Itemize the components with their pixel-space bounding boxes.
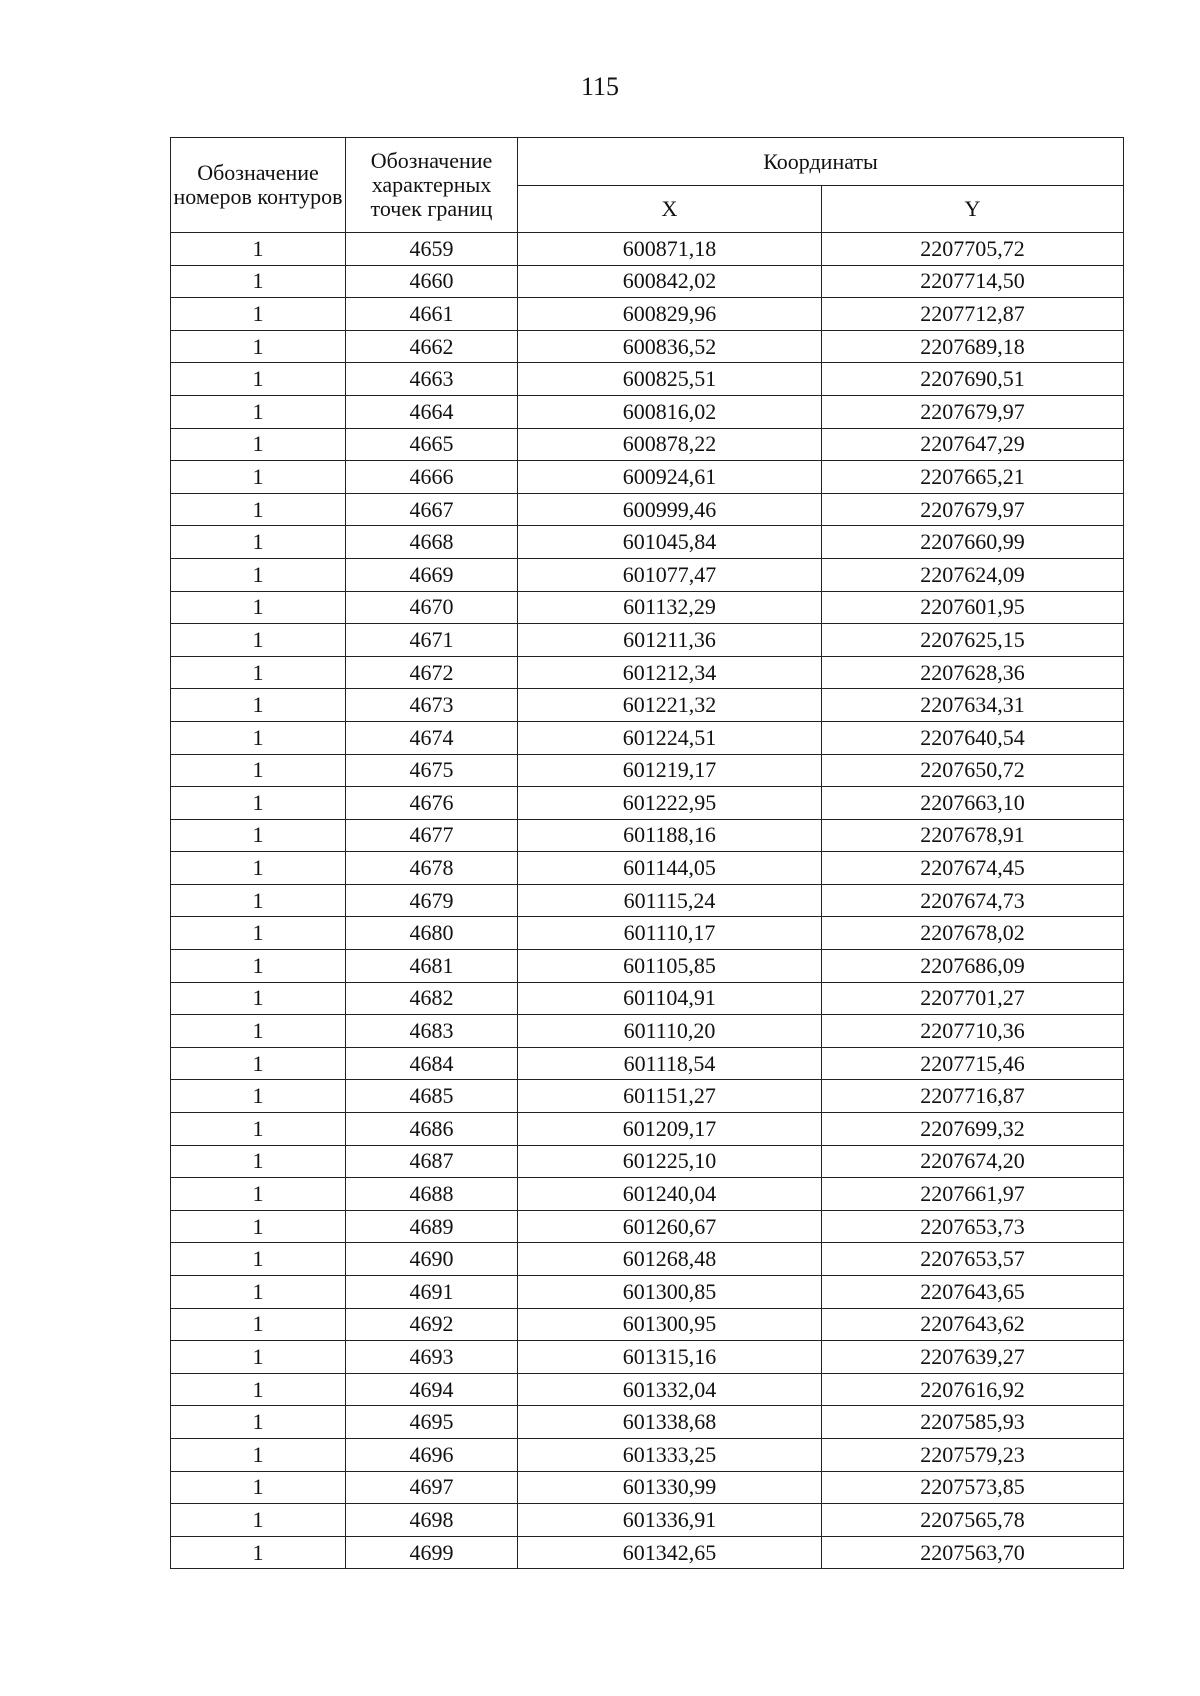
x-coordinate-cell: 601225,10 [518, 1145, 822, 1178]
contour-number-cell: 1 [171, 1406, 346, 1439]
contour-number-cell: 1 [171, 819, 346, 852]
x-coordinate-cell: 601118,54 [518, 1047, 822, 1080]
point-number-cell: 4676 [346, 787, 518, 820]
x-coordinate-cell: 601219,17 [518, 754, 822, 787]
point-number-cell: 4669 [346, 558, 518, 591]
x-coordinate-cell: 601332,04 [518, 1373, 822, 1406]
contour-number-cell: 1 [171, 461, 346, 494]
header-contour: Обозначение номеров контуров [171, 138, 346, 233]
point-number-cell: 4668 [346, 526, 518, 559]
x-coordinate-cell: 601336,91 [518, 1504, 822, 1537]
table-row [171, 721, 1124, 754]
x-coordinate-cell: 601115,24 [518, 884, 822, 917]
x-coordinate-cell: 601188,16 [518, 819, 822, 852]
table-row [171, 884, 1124, 917]
x-coordinate-cell: 601209,17 [518, 1113, 822, 1146]
point-number-cell: 4689 [346, 1210, 518, 1243]
table-row [171, 461, 1124, 494]
point-number-cell: 4693 [346, 1341, 518, 1374]
table-row [171, 754, 1124, 787]
y-coordinate-cell: 2207678,91 [822, 819, 1124, 852]
x-coordinate-cell: 601330,99 [518, 1471, 822, 1504]
x-coordinate-cell: 600842,02 [518, 265, 822, 298]
contour-number-cell: 1 [171, 330, 346, 363]
x-coordinate-cell: 601077,47 [518, 558, 822, 591]
x-coordinate-cell: 601222,95 [518, 787, 822, 820]
table-row [171, 1210, 1124, 1243]
contour-number-cell: 1 [171, 395, 346, 428]
table-row [171, 1308, 1124, 1341]
x-coordinate-cell: 601105,85 [518, 950, 822, 983]
x-coordinate-cell: 601342,65 [518, 1536, 822, 1569]
x-coordinate-cell: 601300,95 [518, 1308, 822, 1341]
header-point: Обозначение характерных точек границ [346, 138, 518, 233]
point-number-cell: 4690 [346, 1243, 518, 1276]
x-coordinate-cell: 601110,17 [518, 917, 822, 950]
contour-number-cell: 1 [171, 1373, 346, 1406]
contour-number-cell: 1 [171, 1308, 346, 1341]
contour-number-cell: 1 [171, 982, 346, 1015]
x-coordinate-cell: 600924,61 [518, 461, 822, 494]
point-number-cell: 4662 [346, 330, 518, 363]
header-y: Y [822, 186, 1124, 233]
table-row [171, 1276, 1124, 1309]
y-coordinate-cell: 2207653,57 [822, 1243, 1124, 1276]
table-row [171, 1047, 1124, 1080]
contour-number-cell: 1 [171, 1015, 346, 1048]
y-coordinate-cell: 2207640,54 [822, 721, 1124, 754]
contour-number-cell: 1 [171, 1504, 346, 1537]
y-coordinate-cell: 2207573,85 [822, 1471, 1124, 1504]
point-number-cell: 4687 [346, 1145, 518, 1178]
y-coordinate-cell: 2207674,73 [822, 884, 1124, 917]
table-row [171, 363, 1124, 396]
table-row [171, 852, 1124, 885]
x-coordinate-cell: 601151,27 [518, 1080, 822, 1113]
table-body [171, 233, 1124, 1569]
y-coordinate-cell: 2207625,15 [822, 624, 1124, 657]
table-row [171, 1536, 1124, 1569]
y-coordinate-cell: 2207689,18 [822, 330, 1124, 363]
table-row [171, 624, 1124, 657]
point-number-cell: 4663 [346, 363, 518, 396]
point-number-cell: 4659 [346, 233, 518, 266]
point-number-cell: 4694 [346, 1373, 518, 1406]
point-number-cell: 4682 [346, 982, 518, 1015]
y-coordinate-cell: 2207663,10 [822, 787, 1124, 820]
table-row [171, 493, 1124, 526]
table-row [171, 395, 1124, 428]
point-number-cell: 4674 [346, 721, 518, 754]
y-coordinate-cell: 2207679,97 [822, 395, 1124, 428]
point-number-cell: 4683 [346, 1015, 518, 1048]
y-coordinate-cell: 2207661,97 [822, 1178, 1124, 1211]
point-number-cell: 4697 [346, 1471, 518, 1504]
table-row [171, 1015, 1124, 1048]
table-row [171, 950, 1124, 983]
table-row [171, 656, 1124, 689]
x-coordinate-cell: 601045,84 [518, 526, 822, 559]
table-row [171, 265, 1124, 298]
x-coordinate-cell: 601144,05 [518, 852, 822, 885]
contour-number-cell: 1 [171, 1210, 346, 1243]
y-coordinate-cell: 2207710,36 [822, 1015, 1124, 1048]
y-coordinate-cell: 2207643,62 [822, 1308, 1124, 1341]
table-row [171, 591, 1124, 624]
contour-number-cell: 1 [171, 298, 346, 331]
x-coordinate-cell: 601212,34 [518, 656, 822, 689]
y-coordinate-cell: 2207660,99 [822, 526, 1124, 559]
table-row [171, 1080, 1124, 1113]
y-coordinate-cell: 2207647,29 [822, 428, 1124, 461]
y-coordinate-cell: 2207634,31 [822, 689, 1124, 722]
point-number-cell: 4686 [346, 1113, 518, 1146]
table-row [171, 1178, 1124, 1211]
table-row [171, 787, 1124, 820]
x-coordinate-cell: 600816,02 [518, 395, 822, 428]
table-header [171, 138, 1124, 233]
point-number-cell: 4664 [346, 395, 518, 428]
table-row [171, 1341, 1124, 1374]
x-coordinate-cell: 601268,48 [518, 1243, 822, 1276]
page-number: 115 [580, 72, 620, 101]
x-coordinate-cell: 600829,96 [518, 298, 822, 331]
contour-number-cell: 1 [171, 1113, 346, 1146]
y-coordinate-cell: 2207674,20 [822, 1145, 1124, 1178]
coordinates-table [170, 137, 1124, 1569]
y-coordinate-cell: 2207679,97 [822, 493, 1124, 526]
y-coordinate-cell: 2207715,46 [822, 1047, 1124, 1080]
point-number-cell: 4696 [346, 1438, 518, 1471]
y-coordinate-cell: 2207674,45 [822, 852, 1124, 885]
point-number-cell: 4688 [346, 1178, 518, 1211]
x-coordinate-cell: 601338,68 [518, 1406, 822, 1439]
contour-number-cell: 1 [171, 1047, 346, 1080]
point-number-cell: 4665 [346, 428, 518, 461]
table-row [171, 1145, 1124, 1178]
table-row [171, 917, 1124, 950]
point-number-cell: 4672 [346, 656, 518, 689]
contour-number-cell: 1 [171, 1080, 346, 1113]
point-number-cell: 4666 [346, 461, 518, 494]
contour-number-cell: 1 [171, 1438, 346, 1471]
x-coordinate-cell: 600825,51 [518, 363, 822, 396]
y-coordinate-cell: 2207699,32 [822, 1113, 1124, 1146]
y-coordinate-cell: 2207565,78 [822, 1504, 1124, 1537]
point-number-cell: 4691 [346, 1276, 518, 1309]
table-row [171, 982, 1124, 1015]
point-number-cell: 4661 [346, 298, 518, 331]
point-number-cell: 4673 [346, 689, 518, 722]
y-coordinate-cell: 2207616,92 [822, 1373, 1124, 1406]
y-coordinate-cell: 2207690,51 [822, 363, 1124, 396]
contour-number-cell: 1 [171, 1243, 346, 1276]
table-row [171, 233, 1124, 266]
point-number-cell: 4684 [346, 1047, 518, 1080]
contour-number-cell: 1 [171, 624, 346, 657]
x-coordinate-cell: 601333,25 [518, 1438, 822, 1471]
contour-number-cell: 1 [171, 950, 346, 983]
x-coordinate-cell: 601240,04 [518, 1178, 822, 1211]
table-row [171, 1373, 1124, 1406]
y-coordinate-cell: 2207650,72 [822, 754, 1124, 787]
y-coordinate-cell: 2207563,70 [822, 1536, 1124, 1569]
y-coordinate-cell: 2207601,95 [822, 591, 1124, 624]
x-coordinate-cell: 600999,46 [518, 493, 822, 526]
contour-number-cell: 1 [171, 1536, 346, 1569]
table-row [171, 1113, 1124, 1146]
y-coordinate-cell: 2207714,50 [822, 265, 1124, 298]
contour-number-cell: 1 [171, 721, 346, 754]
point-number-cell: 4681 [346, 950, 518, 983]
contour-number-cell: 1 [171, 1471, 346, 1504]
contour-number-cell: 1 [171, 689, 346, 722]
contour-number-cell: 1 [171, 265, 346, 298]
x-coordinate-cell: 601260,67 [518, 1210, 822, 1243]
contour-number-cell: 1 [171, 591, 346, 624]
x-coordinate-cell: 601300,85 [518, 1276, 822, 1309]
y-coordinate-cell: 2207686,09 [822, 950, 1124, 983]
contour-number-cell: 1 [171, 363, 346, 396]
x-coordinate-cell: 601104,91 [518, 982, 822, 1015]
contour-number-cell: 1 [171, 1276, 346, 1309]
table-row [171, 558, 1124, 591]
y-coordinate-cell: 2207716,87 [822, 1080, 1124, 1113]
point-number-cell: 4698 [346, 1504, 518, 1537]
contour-number-cell: 1 [171, 754, 346, 787]
contour-number-cell: 1 [171, 1178, 346, 1211]
header-coordinates: Координаты [518, 138, 1124, 186]
x-coordinate-cell: 600878,22 [518, 428, 822, 461]
point-number-cell: 4667 [346, 493, 518, 526]
point-number-cell: 4699 [346, 1536, 518, 1569]
table-row [171, 298, 1124, 331]
contour-number-cell: 1 [171, 558, 346, 591]
table-row [171, 1438, 1124, 1471]
point-number-cell: 4660 [346, 265, 518, 298]
point-number-cell: 4695 [346, 1406, 518, 1439]
contour-number-cell: 1 [171, 656, 346, 689]
table-row [171, 689, 1124, 722]
contour-number-cell: 1 [171, 493, 346, 526]
y-coordinate-cell: 2207624,09 [822, 558, 1124, 591]
table-row [171, 819, 1124, 852]
contour-number-cell: 1 [171, 1145, 346, 1178]
table-row [171, 1471, 1124, 1504]
y-coordinate-cell: 2207665,21 [822, 461, 1124, 494]
x-coordinate-cell: 600871,18 [518, 233, 822, 266]
contour-number-cell: 1 [171, 852, 346, 885]
table-row [171, 1504, 1124, 1537]
x-coordinate-cell: 601211,36 [518, 624, 822, 657]
x-coordinate-cell: 601132,29 [518, 591, 822, 624]
y-coordinate-cell: 2207628,36 [822, 656, 1124, 689]
table-row [171, 330, 1124, 363]
point-number-cell: 4678 [346, 852, 518, 885]
y-coordinate-cell: 2207643,65 [822, 1276, 1124, 1309]
table-row [171, 1243, 1124, 1276]
table-row [171, 1406, 1124, 1439]
contour-number-cell: 1 [171, 233, 346, 266]
contour-number-cell: 1 [171, 884, 346, 917]
contour-number-cell: 1 [171, 428, 346, 461]
point-number-cell: 4679 [346, 884, 518, 917]
y-coordinate-cell: 2207579,23 [822, 1438, 1124, 1471]
y-coordinate-cell: 2207653,73 [822, 1210, 1124, 1243]
table-row [171, 526, 1124, 559]
y-coordinate-cell: 2207712,87 [822, 298, 1124, 331]
point-number-cell: 4670 [346, 591, 518, 624]
x-coordinate-cell: 600836,52 [518, 330, 822, 363]
point-number-cell: 4685 [346, 1080, 518, 1113]
contour-number-cell: 1 [171, 526, 346, 559]
y-coordinate-cell: 2207678,02 [822, 917, 1124, 950]
header-x: X [518, 186, 822, 233]
y-coordinate-cell: 2207585,93 [822, 1406, 1124, 1439]
table-row [171, 428, 1124, 461]
y-coordinate-cell: 2207701,27 [822, 982, 1124, 1015]
point-number-cell: 4680 [346, 917, 518, 950]
contour-number-cell: 1 [171, 787, 346, 820]
contour-number-cell: 1 [171, 1341, 346, 1374]
y-coordinate-cell: 2207639,27 [822, 1341, 1124, 1374]
x-coordinate-cell: 601224,51 [518, 721, 822, 754]
x-coordinate-cell: 601110,20 [518, 1015, 822, 1048]
point-number-cell: 4677 [346, 819, 518, 852]
y-coordinate-cell: 2207705,72 [822, 233, 1124, 266]
point-number-cell: 4692 [346, 1308, 518, 1341]
contour-number-cell: 1 [171, 917, 346, 950]
point-number-cell: 4671 [346, 624, 518, 657]
point-number-cell: 4675 [346, 754, 518, 787]
x-coordinate-cell: 601315,16 [518, 1341, 822, 1374]
x-coordinate-cell: 601221,32 [518, 689, 822, 722]
